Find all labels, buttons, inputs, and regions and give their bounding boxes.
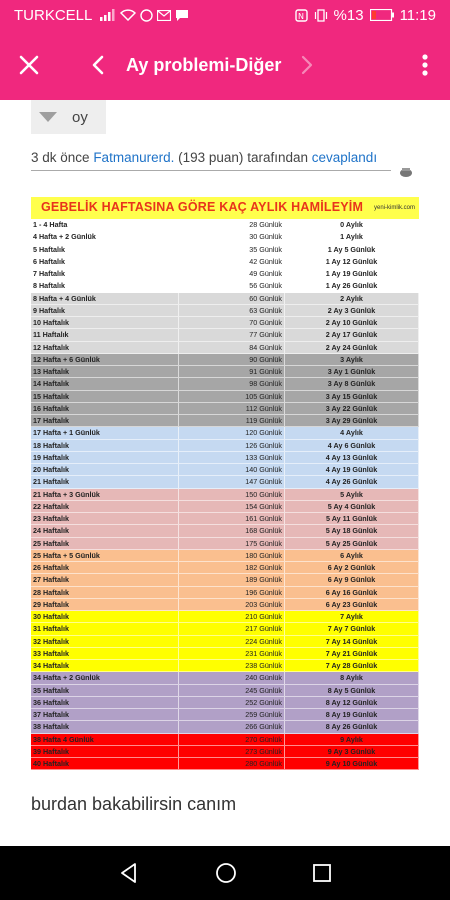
- day-cell: 266 Günlük: [179, 721, 285, 732]
- month-cell: 6 Ay 16 Günlük: [285, 587, 419, 598]
- month-cell: 3 Ay 15 Günlük: [285, 391, 419, 402]
- day-cell: 154 Günlük: [179, 501, 285, 512]
- day-cell: 270 Günlük: [179, 734, 285, 745]
- day-cell: 28 Günlük: [179, 219, 285, 230]
- month-cell: 6 Ay 23 Günlük: [285, 599, 419, 610]
- week-cell: 4 Hafta + 2 Günlük: [31, 231, 179, 242]
- week-cell: 12 Hafta + 6 Günlük: [31, 354, 179, 365]
- week-cell: 34 Haftalık: [31, 660, 179, 671]
- month-cell: 5 Ay 11 Günlük: [285, 513, 419, 524]
- day-cell: 91 Günlük: [179, 366, 285, 377]
- week-cell: 21 Hafta + 3 Günlük: [31, 489, 179, 500]
- week-cell: 15 Haftalık: [31, 391, 179, 402]
- day-cell: 30 Günlük: [179, 231, 285, 242]
- vibrate-icon: [314, 9, 328, 22]
- week-cell: 21 Haftalık: [31, 476, 179, 487]
- close-icon: [19, 55, 39, 75]
- week-cell: 34 Hafta + 2 Günlük: [31, 672, 179, 683]
- answer-meta: [31, 150, 377, 165]
- table-row: [31, 464, 419, 476]
- month-cell: 7 Ay 14 Günlük: [285, 636, 419, 647]
- table-row: [31, 391, 419, 403]
- day-cell: 112 Günlük: [179, 403, 285, 414]
- answer-content: [0, 100, 450, 846]
- day-cell: 210 Günlük: [179, 611, 285, 622]
- triangle-down-icon: [39, 112, 57, 122]
- week-cell: 36 Haftalık: [31, 697, 179, 708]
- week-cell: 17 Haftalık: [31, 415, 179, 426]
- month-cell: 5 Ay 18 Günlük: [285, 525, 419, 536]
- day-cell: 180 Günlük: [179, 550, 285, 561]
- week-cell: 16 Haftalık: [31, 403, 179, 414]
- day-cell: 238 Günlük: [179, 660, 285, 671]
- day-cell: 147 Günlük: [179, 476, 285, 487]
- week-cell: 26 Haftalık: [31, 562, 179, 573]
- table-row: [31, 293, 419, 305]
- week-cell: 40 Haftalık: [31, 758, 179, 769]
- month-cell: 2 Aylık: [285, 293, 419, 304]
- table-row: [31, 734, 419, 746]
- month-cell: 8 Aylık: [285, 672, 419, 683]
- table-row: [31, 599, 419, 611]
- day-cell: 168 Günlük: [179, 525, 285, 536]
- month-cell: 7 Ay 7 Günlük: [285, 623, 419, 634]
- week-cell: 30 Haftalık: [31, 611, 179, 622]
- month-cell: 0 Aylık: [285, 219, 419, 230]
- table-row: [31, 709, 419, 721]
- table-row: [31, 697, 419, 709]
- day-cell: 280 Günlük: [179, 758, 285, 769]
- day-cell: 77 Günlük: [179, 329, 285, 340]
- wifi-icon: [120, 9, 136, 21]
- author-points: (193 puan): [178, 150, 244, 165]
- battery-icon: [370, 9, 394, 21]
- week-cell: 25 Haftalık: [31, 538, 179, 549]
- day-cell: 273 Günlük: [179, 746, 285, 757]
- day-cell: 49 Günlük: [179, 268, 285, 279]
- day-cell: 189 Günlük: [179, 574, 285, 585]
- author-link[interactable]: Fatmanurerd.: [93, 150, 175, 165]
- table-row: [31, 623, 419, 635]
- back-button[interactable]: [78, 30, 118, 100]
- day-cell: 35 Günlük: [179, 244, 285, 255]
- day-cell: 42 Günlük: [179, 256, 285, 267]
- vote-label: oy: [72, 108, 88, 126]
- month-cell: 8 Ay 5 Günlük: [285, 685, 419, 696]
- table-row: [31, 476, 419, 488]
- table-row: [31, 354, 419, 366]
- meta-text: tarafından: [247, 150, 308, 165]
- table-row: [31, 378, 419, 390]
- month-cell: 1 Ay 5 Günlük: [285, 244, 419, 255]
- week-cell: 6 Haftalık: [31, 256, 179, 267]
- month-cell: 6 Ay 9 Günlük: [285, 574, 419, 585]
- month-cell: 4 Ay 26 Günlük: [285, 476, 419, 487]
- table-row: [31, 415, 419, 427]
- page-title: Ay problemi-Diğer: [126, 54, 282, 75]
- month-cell: 9 Aylık: [285, 734, 419, 745]
- day-cell: 245 Günlük: [179, 685, 285, 696]
- day-cell: 224 Günlük: [179, 636, 285, 647]
- month-cell: 4 Ay 6 Günlük: [285, 440, 419, 451]
- day-cell: 98 Günlük: [179, 378, 285, 389]
- week-cell: 12 Haftalık: [31, 342, 179, 353]
- day-cell: 231 Günlük: [179, 648, 285, 659]
- table-row: [31, 611, 419, 623]
- week-cell: 28 Haftalık: [31, 587, 179, 598]
- month-cell: 6 Aylık: [285, 550, 419, 561]
- carrier-name: TURKCELL: [14, 6, 93, 24]
- week-cell: 24 Haftalık: [31, 525, 179, 536]
- day-cell: 133 Günlük: [179, 452, 285, 463]
- month-cell: 3 Ay 8 Günlük: [285, 378, 419, 389]
- nav-recents-icon[interactable]: [312, 863, 332, 883]
- week-cell: 14 Haftalık: [31, 378, 179, 389]
- day-cell: 90 Günlük: [179, 354, 285, 365]
- table-row: [31, 256, 419, 268]
- table-body: [31, 219, 419, 770]
- month-cell: 1 Ay 19 Günlük: [285, 268, 419, 279]
- week-cell: 11 Haftalık: [31, 329, 179, 340]
- day-cell: 119 Günlük: [179, 415, 285, 426]
- day-cell: 196 Günlük: [179, 587, 285, 598]
- month-cell: 7 Ay 21 Günlük: [285, 648, 419, 659]
- month-cell: 2 Ay 17 Günlük: [285, 329, 419, 340]
- system-nav-bar: [0, 846, 450, 900]
- month-cell: 5 Aylık: [285, 489, 419, 500]
- month-cell: 2 Ay 3 Günlük: [285, 305, 419, 316]
- week-cell: 32 Haftalık: [31, 636, 179, 647]
- answered-link[interactable]: cevaplandı: [311, 150, 378, 165]
- week-cell: 39 Haftalık: [31, 746, 179, 757]
- forward-button[interactable]: [287, 30, 327, 100]
- table-row: [31, 538, 419, 550]
- week-cell: 31 Haftalık: [31, 623, 179, 634]
- table-row: [31, 342, 419, 354]
- week-cell: 20 Haftalık: [31, 464, 179, 475]
- day-cell: 175 Günlük: [179, 538, 285, 549]
- month-cell: 2 Ay 24 Günlük: [285, 342, 419, 353]
- day-cell: 126 Günlük: [179, 440, 285, 451]
- nav-home-icon[interactable]: [215, 862, 237, 884]
- month-cell: 3 Ay 22 Günlük: [285, 403, 419, 414]
- month-cell: 8 Ay 19 Günlük: [285, 709, 419, 720]
- table-row: [31, 721, 419, 733]
- signal-icon: [100, 9, 116, 21]
- month-cell: 7 Aylık: [285, 611, 419, 622]
- month-cell: 4 Aylık: [285, 427, 419, 438]
- table-source: yeni-kimlik.com: [373, 205, 415, 211]
- table-row: [31, 685, 419, 697]
- week-cell: 13 Haftalık: [31, 366, 179, 377]
- answer-text: burdan bakabilirsin canım: [31, 794, 237, 814]
- month-cell: 5 Ay 25 Günlük: [285, 538, 419, 549]
- day-cell: 70 Günlük: [179, 317, 285, 328]
- battery-percent: %13: [333, 6, 364, 24]
- table-row: [31, 636, 419, 648]
- day-cell: 105 Günlük: [179, 391, 285, 402]
- month-cell: 1 Aylık: [285, 231, 419, 242]
- week-cell: 10 Haftalık: [31, 317, 179, 328]
- week-cell: 19 Haftalık: [31, 452, 179, 463]
- table-row: [31, 501, 419, 513]
- week-cell: 5 Haftalık: [31, 244, 179, 255]
- week-cell: 38 Haftalık: [31, 721, 179, 732]
- table-row: [31, 231, 419, 243]
- table-row: [31, 329, 419, 341]
- table-row: [31, 562, 419, 574]
- table-row: [31, 427, 419, 439]
- chat-icon: [175, 9, 189, 22]
- month-cell: 3 Aylık: [285, 354, 419, 365]
- week-cell: 38 Hafta 4 Günlük: [31, 734, 179, 745]
- month-cell: 2 Ay 10 Günlük: [285, 317, 419, 328]
- day-cell: 56 Günlük: [179, 280, 285, 291]
- table-row: [31, 758, 419, 770]
- week-cell: 22 Haftalık: [31, 501, 179, 512]
- week-cell: 7 Haftalık: [31, 268, 179, 279]
- table-row: [31, 452, 419, 464]
- day-cell: 60 Günlük: [179, 293, 285, 304]
- day-cell: 63 Günlük: [179, 305, 285, 316]
- week-cell: 1 - 4 Hafta: [31, 219, 179, 230]
- day-cell: 203 Günlük: [179, 599, 285, 610]
- table-row: [31, 305, 419, 317]
- table-row: [31, 489, 419, 501]
- month-cell: 6 Ay 2 Günlük: [285, 562, 419, 573]
- nav-back-icon[interactable]: [118, 862, 140, 884]
- vote-button[interactable]: [31, 100, 106, 134]
- pregnancy-table-image: [31, 197, 419, 771]
- month-cell: 9 Ay 10 Günlük: [285, 758, 419, 769]
- status-bar: [0, 0, 450, 30]
- month-cell: 8 Ay 26 Günlük: [285, 721, 419, 732]
- overflow-menu-button[interactable]: [400, 30, 450, 100]
- table-row: [31, 513, 419, 525]
- day-cell: 84 Günlük: [179, 342, 285, 353]
- whatsapp-icon: [140, 9, 153, 22]
- week-cell: 29 Haftalık: [31, 599, 179, 610]
- table-row: [31, 403, 419, 415]
- table-row: [31, 280, 419, 292]
- day-cell: 217 Günlük: [179, 623, 285, 634]
- chevron-right-icon: [300, 55, 314, 75]
- table-row: [31, 366, 419, 378]
- table-title: GEBELİK HAFTASINA GÖRE KAÇ AYLIK HAMİLEYİM: [41, 200, 364, 214]
- table-row: [31, 550, 419, 562]
- svg-text:N: N: [297, 11, 304, 21]
- close-button[interactable]: [0, 30, 58, 100]
- month-cell: 3 Ay 29 Günlük: [285, 415, 419, 426]
- nfc-icon: [295, 9, 308, 22]
- month-cell: 8 Ay 12 Günlük: [285, 697, 419, 708]
- table-row: [31, 660, 419, 672]
- month-cell: 7 Ay 28 Günlük: [285, 660, 419, 671]
- month-cell: 3 Ay 1 Günlük: [285, 366, 419, 377]
- week-cell: 37 Haftalık: [31, 709, 179, 720]
- table-row: [31, 672, 419, 684]
- day-cell: 259 Günlük: [179, 709, 285, 720]
- day-cell: 161 Günlük: [179, 513, 285, 524]
- month-cell: 4 Ay 13 Günlük: [285, 452, 419, 463]
- month-cell: 1 Ay 12 Günlük: [285, 256, 419, 267]
- week-cell: 8 Haftalık: [31, 280, 179, 291]
- meta-divider: [31, 170, 391, 171]
- table-row: [31, 219, 419, 231]
- week-cell: 25 Hafta + 5 Günlük: [31, 550, 179, 561]
- table-row: [31, 525, 419, 537]
- table-row: [31, 244, 419, 256]
- table-row: [31, 587, 419, 599]
- more-vertical-icon: [422, 54, 428, 76]
- day-cell: 140 Günlük: [179, 464, 285, 475]
- week-cell: 35 Haftalık: [31, 685, 179, 696]
- app-bar: [0, 30, 450, 100]
- day-cell: 150 Günlük: [179, 489, 285, 500]
- week-cell: 33 Haftalık: [31, 648, 179, 659]
- day-cell: 252 Günlük: [179, 697, 285, 708]
- week-cell: 8 Hafta + 4 Günlük: [31, 293, 179, 304]
- week-cell: 18 Haftalık: [31, 440, 179, 451]
- month-cell: 4 Ay 19 Günlük: [285, 464, 419, 475]
- day-cell: 182 Günlük: [179, 562, 285, 573]
- table-row: [31, 317, 419, 329]
- table-row: [31, 268, 419, 280]
- table-row: [31, 746, 419, 758]
- week-cell: 9 Haftalık: [31, 305, 179, 316]
- chevron-left-icon: [91, 55, 105, 75]
- month-cell: 5 Ay 4 Günlük: [285, 501, 419, 512]
- month-cell: 1 Ay 26 Günlük: [285, 280, 419, 291]
- answer-time: 3 dk önce: [31, 150, 90, 165]
- day-cell: 240 Günlük: [179, 672, 285, 683]
- week-cell: 23 Haftalık: [31, 513, 179, 524]
- table-row: [31, 574, 419, 586]
- month-cell: 9 Ay 3 Günlük: [285, 746, 419, 757]
- week-cell: 27 Haftalık: [31, 574, 179, 585]
- week-cell: 17 Hafta + 1 Günlük: [31, 427, 179, 438]
- table-row: [31, 648, 419, 660]
- day-cell: 120 Günlük: [179, 427, 285, 438]
- report-icon[interactable]: [397, 165, 415, 179]
- clock: 11:19: [399, 6, 436, 24]
- gmail-icon: [157, 10, 171, 21]
- table-header: [31, 197, 419, 219]
- table-row: [31, 440, 419, 452]
